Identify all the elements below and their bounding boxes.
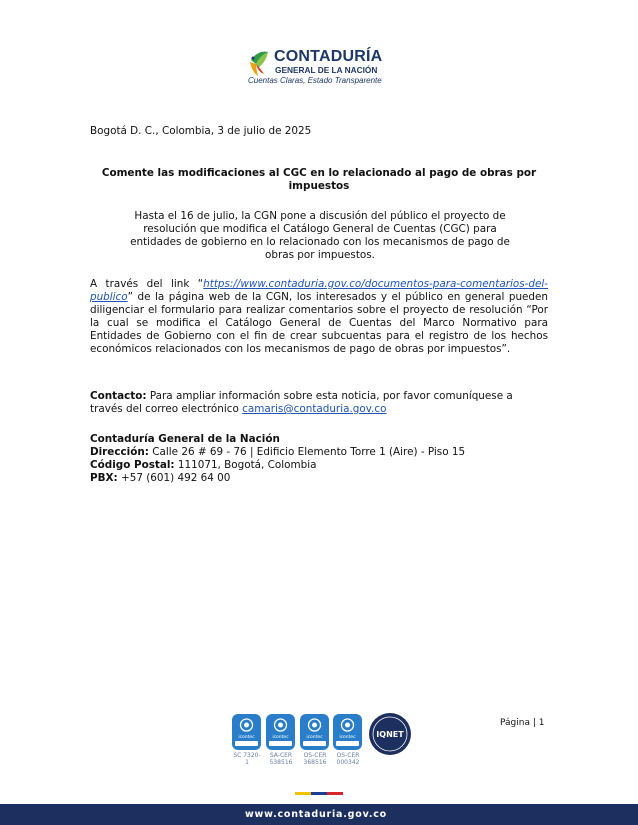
press-title: Comente las modificaciones al CGC en lo relacionado al pago de obras por impuestos (101, 167, 537, 192)
icontec-badge-icon (266, 714, 295, 750)
postal-value: 111071, Bogotá, Colombia (174, 459, 317, 471)
postal-label: Código Postal: (90, 459, 175, 471)
contact-label: Contacto: (90, 390, 147, 402)
org-name: Contaduría General de la Nación (90, 433, 280, 445)
phone-label: PBX: (90, 472, 118, 484)
iqnet-badge-icon (368, 712, 412, 756)
comments-link[interactable]: https://www.contaduria.gov.co/documentos-para-comentarios-del-publico (90, 278, 548, 303)
body-prefix: A través del link “ (90, 278, 204, 290)
badge-brand: icontec (339, 735, 356, 740)
logo-title: CONTADURÍA (274, 48, 383, 65)
badge-code: SA-CER 538516 (269, 752, 293, 766)
badge-code: SC 7320-1 (233, 752, 261, 766)
icontec-badge-icon (300, 714, 329, 750)
logo-slogan: Cuentas Claras, Estado Transparente (248, 76, 382, 85)
logo-subtitle: GENERAL DE LA NACIÓN (275, 65, 378, 75)
address-value: Calle 26 # 69 - 76 | Edificio Elemento Torre 1 (Aire) - Piso 15 (148, 446, 466, 458)
body-suffix: ” de la página web de la CGN, los interesados y el público en general pueden diligenciar el formulario para realizar comentarios sobre el proyecto de resolución “Por la cual se modifica el Catálogo General de Cuentas del Marco Normativo para Entidades de Gobierno con el fin de crear subcuentas para el registro de los hechos económicos relacionados con los mecanismos de pago de obras por impuestos”. (90, 291, 548, 355)
certification-badges (232, 712, 412, 774)
badge-code: OS-CER 368516 (303, 752, 327, 766)
badge-brand: icontec (306, 735, 323, 740)
contact-email-link[interactable]: camaris@contaduria.gov.co (242, 403, 387, 415)
badge-code: OS-CER 000342 (336, 752, 360, 766)
lead-paragraph: Hasta el 16 de julio, la CGN pone a discusión del público el proyecto de resolución que modifica el Catálogo General de Cuentas (CGC) para entidades de gobierno en lo relacionado con los mecanismos de pago de obras por impuestos. (130, 210, 510, 261)
icontec-badge-icon (333, 714, 362, 750)
badge-brand: icontec (238, 735, 255, 740)
contact-paragraph (90, 390, 548, 416)
cgn-logo (246, 46, 406, 88)
contact-text: Para ampliar información sobre esta noticia, por favor comuníquese a través del correo electrónico (90, 390, 513, 415)
date-line: Bogotá D. C., Colombia, 3 de julio de 2025 (90, 125, 312, 137)
footer-website[interactable]: www.contaduria.gov.co (244, 809, 387, 820)
icontec-badge-icon (232, 714, 261, 750)
iqnet-label: IQNET (376, 730, 404, 739)
organization-block (90, 433, 560, 485)
phone-value: +57 (601) 492 64 00 (117, 472, 231, 484)
flag-divider (295, 792, 343, 795)
footer-bar (0, 804, 638, 825)
badge-brand: icontec (272, 735, 289, 740)
page-number: Página | 1 (500, 718, 545, 728)
address-label: Dirección: (90, 446, 149, 458)
body-paragraph (90, 278, 548, 356)
